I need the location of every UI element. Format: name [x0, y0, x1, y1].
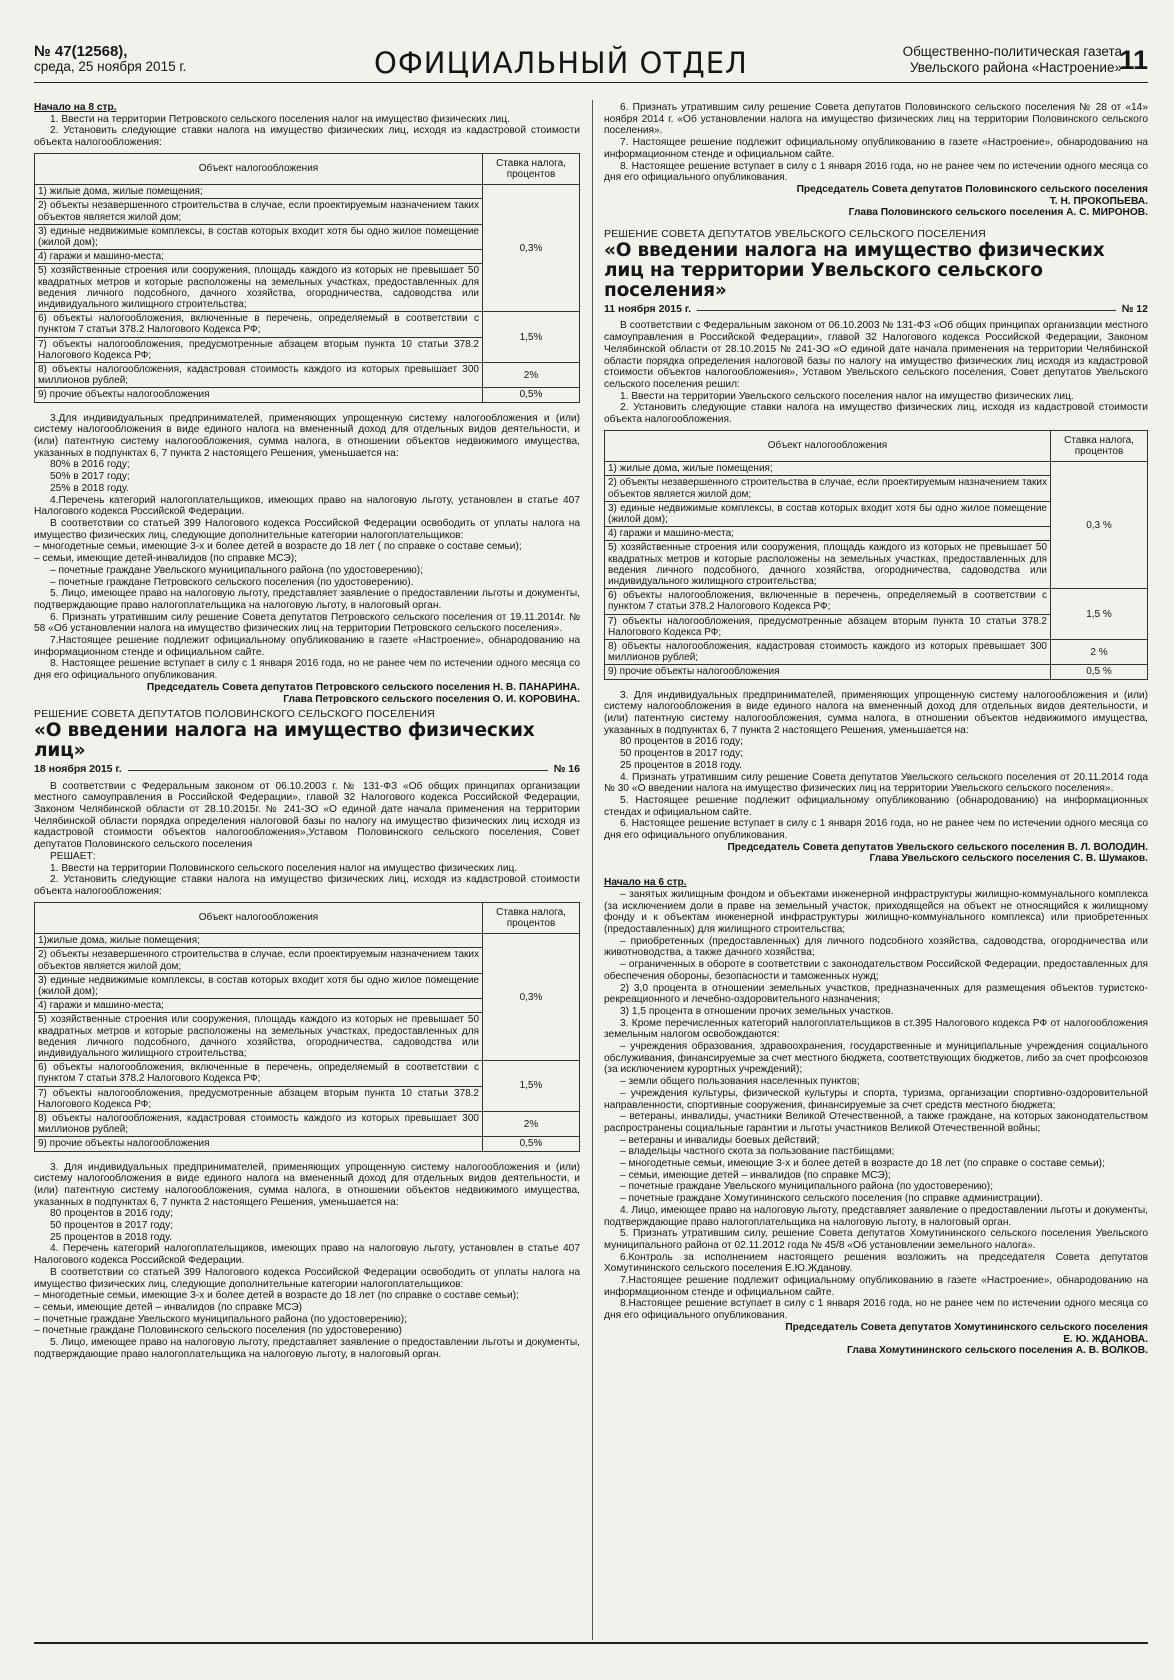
list-item: – почетные граждане Увельского муниципального района (по удостоверению); [620, 1181, 994, 1193]
table-cell: 7) объекты налогообложения, предусмотренные абзацем вторым пункта 10 статьи 378.2 Налогового Кодекса РФ; [605, 614, 1051, 639]
table-cell: 6) объекты налогообложения, включенные в перечень, определяемый в соответствии с пунктом 7 статьи 378.2 Налогового Кодекса РФ; [35, 312, 483, 337]
paper-name-line1: Общественно-политическая газета [902, 44, 1122, 59]
paragraph: 4. Лицо, имеющее право на налоговую льготу, представляет заявление о предоставлении льготы и документы, подтверждающие право налогоплательщика на налоговую льготу, в налоговый орган. [604, 1204, 1148, 1228]
paragraph: 3) 1,5 процента в отношении прочих земельных участков. [620, 1005, 894, 1017]
list-item: 80% в 2016 году; [50, 459, 130, 471]
paragraph: 6. Признать утратившим силу решение Совета депутатов Петровского сельского поселения от 19.11.2014г. № 58 «Об установлении налога на имущество физических лиц на территории Петровского сельского поселения». [34, 611, 580, 635]
table-cell: 5) хозяйственные строения или сооружения, площадь каждого из которых не превышает 50 квадратных метров и которые расположены на земельных участках, предоставленных для ведения личного подсобного, дачного хозяйства, огородничества, садоводства или индивидуального жилищного строительства; [605, 541, 1051, 589]
paragraph: В соответствии с Федеральным законом от 06.10.2003 № 131-ФЗ «Об общих принципах организации местного самоуправления в Российской Федерации», главой 32 Налогового кодекса Российской Федерации, Законом Челябинской области от 28.10.2015 № 241-ЗО «О единой дате начала применения на территории Челябинской области порядка определения налоговой базы по налогу на имущество физических лиц исходя из кадастровой стоимости объектов налогообложения», Уставом Увельского сельского поселения, Совет депутатов Увельского сельского поселения решил: [604, 320, 1148, 390]
table-cell: 6) объекты налогообложения, включенные в перечень, определяемый в соответствии с пунктом 7 статьи 378.2 Налогового Кодекса РФ; [605, 589, 1051, 614]
list-item: – ветераны, инвалиды, участники Великой Отечественной, а также граждане, на которых законодательством распространены социальные гарантии и льготы участников Великой Отечественной войны; [604, 1111, 1148, 1134]
list-item: – почетные граждане Увельского муниципального района (по удостоверению); [50, 564, 424, 576]
issue-info [34, 44, 186, 74]
table-cell: 2) объекты незавершенного строительства в случае, если проектируемым назначением таких объектов является жилой дом; [605, 476, 1051, 501]
table-cell: 7) объекты налогообложения, предусмотренные абзацем вторым пункта 10 статьи 378.2 Налогового Кодекса РФ; [35, 337, 483, 362]
table-cell: 9) прочие объекты налогообложения [35, 1137, 483, 1151]
tax-rate-table-petrovskoe [34, 153, 580, 403]
table-cell: 4) гаражи и машино-места; [35, 250, 483, 264]
list-item: 25 процентов в 2018 году. [620, 759, 742, 771]
dateline [604, 304, 1148, 316]
list-item: – многодетные семьи, имеющие 3-х и более детей в возрасте до 18 лет ( по справке о составе семьи); [34, 541, 522, 553]
paragraph: 5. Лицо, имеющее право на налоговую льготу, представляет заявление о предоставлении льготы и документы, подтверждающие право налогоплательщика на налоговую льготу, в налоговый орган. [34, 1337, 580, 1360]
paper-name [842, 44, 1122, 76]
table-header: Объект налогообложения [35, 153, 483, 184]
table-header: Ставка налога, процентов [483, 153, 580, 184]
paragraph: 1. Ввести на территории Увельского сельского поселения налог на имущество физических лиц. [620, 390, 1074, 402]
paragraph: 5. Признать утратившим силу, решение Совета депутатов Хомутининского сельского поселения Увельского муниципального района от 02.11.2012 года № 45/8 «Об установлении земельного налога». [604, 1228, 1148, 1251]
paragraph: 7.Настоящее решение подлежит официальному опубликованию в газете «Настроение», обнародованию на информационном стенде и официальном сайте. [34, 635, 580, 658]
rate-cell: 0,3% [483, 934, 580, 1061]
rate-cell: 0,3% [483, 185, 580, 312]
table-cell: 1)жилые дома, жилые помещения; [35, 934, 483, 948]
paragraph: 8.Настоящее решение вступает в силу с 1 января 2016 года, но не ранее чем по истечении одного месяца со дня его официального опубликования. [604, 1298, 1148, 1322]
table-cell: 3) единые недвижимые комплексы, в состав которых входит хотя бы одно жилое помещение (жилой дом); [605, 501, 1051, 526]
table-cell: 8) объекты налогообложения, кадастровая стоимость каждого из которых превышает 300 миллионов рублей; [35, 1111, 483, 1136]
table-cell: 5) хозяйственные строения или сооружения, площадь каждого из которых не превышает 50 квадратных метров и которые расположены на земельных участках, предоставленных для ведения личного подсобного, дачного хозяйства, огородничества, садоводства или индивидуального жилищного строительства; [35, 1013, 483, 1061]
list-item: – занятых жилищным фондом и объектами инженерной инфраструктуры жилищно-коммунального комплекса (за исключением доли в праве на земельный участок, приходящейся на объект не относящийся к жилищному фонду и к объектам инженерной инфраструктуры жилищно-коммунального комплекса) или приобретенных (предоставленных) для жилищного строительства; [604, 888, 1148, 935]
paragraph: В соответствии со статьей 399 Налогового кодекса Российской Федерации освободить от уплаты налога на имущество физических лиц, следующие дополнительные категории налогоплательщиков: [34, 1266, 580, 1290]
continuation-label: Начало на 6 стр. [604, 877, 687, 889]
list-item: – многодетные семьи, имеющие 3-х и более детей в возрасте до 18 лет (по справке о составе семьи); [34, 1290, 519, 1302]
paragraph: 1. Ввести на территории Петровского сельского поселения налог на имущество физических лиц. [50, 113, 510, 125]
section-title: ОФИЦИАЛЬНЫЙ ОТДЕЛ [374, 46, 748, 80]
signature: Председатель Совета депутатов Хомутининского сельского поселения [785, 1321, 1148, 1333]
decision-title: «О введении налога на имущество физических лиц на территории Увельского сельского поселения» [604, 239, 1105, 301]
signature: Глава Увельского сельского поселения С. В. Шумаков. [869, 853, 1148, 865]
paragraph: 7. Настоящее решение подлежит официальному опубликованию в газете «Настроение», обнародованию на информационном стенде и официальном сайте. [604, 137, 1148, 160]
table-cell: 3) единые недвижимые комплексы, в состав которых входит хотя бы одно жилое помещение (жилой дом); [35, 973, 483, 998]
list-item: – ветераны и инвалиды боевых действий; [620, 1134, 820, 1146]
decision-number: № 16 [553, 762, 580, 775]
rate-cell: 0,3 % [1051, 462, 1148, 589]
signature: Глава Петровского сельского поселения О. И. КОРОВИНА. [283, 693, 580, 705]
paragraph: 6.Контроль за исполнением настоящего решения возложить на председателя Совета депутатов Хомутининского сельского поселения Е.Ю.Жданову. [604, 1251, 1148, 1275]
list-item: – семьи, имеющие детей-инвалидов (по справке МСЭ); [34, 553, 297, 565]
tax-rate-table-polovinka [34, 902, 580, 1152]
signature: Т. Н. ПРОКОПЬЕВА. [1049, 195, 1148, 207]
table-header: Объект налогообложения [605, 430, 1051, 461]
paragraph: 2. Установить следующие ставки налога на имущество физических лиц, исходя из кадастровой стоимости объекта налогообложения. [604, 402, 1148, 426]
rate-cell: 0,5 % [1051, 665, 1148, 679]
table-header: Объект налогообложения [35, 902, 483, 933]
list-item: – приобретенных (предоставленных) для личного подсобного хозяйства, садоводства, огородничества или животноводства, а также дачного хозяйства; [604, 935, 1148, 959]
decision-date: 11 ноября 2015 г. [604, 302, 692, 315]
list-item: 80 процентов в 2016 году; [620, 736, 744, 748]
paragraph: 8. Настоящее решение вступает в силу с 1 января 2016 года, но не ранее чем по истечении одного месяца со дня его официального опубликования. [604, 160, 1148, 184]
paragraph: 3. Для индивидуальных предпринимателей, применяющих упрощенную систему налогообложения и (или) систему налогообложения в виде единого налога на вмененный доход для отдельных видов деятельности, и (или) патентную систему налогообложения, сумма налога, в отношении объектов недвижимого имущества, указанных в подпунктах 6, 7 пункта 2 настоящего Решения, уменьшается на: [604, 689, 1148, 736]
list-item: – владельцы частного скота за пользование пастбищами; [620, 1146, 895, 1158]
page-header [34, 30, 1148, 83]
paragraph: 4. Признать утратившим силу решение Совета депутатов Увельского сельского поселения от 20.11.2014 года № 30 «О введении налога на имущество физических лиц на территории Увельского сельского поселения». [604, 771, 1148, 795]
page-number: 11 [1119, 45, 1148, 75]
table-cell: 4) гаражи и машино-места; [35, 999, 483, 1013]
rate-cell: 0,5% [483, 388, 580, 402]
list-item: – многодетные семьи, имеющие 3-х и более детей в возрасте до 18 лет (по справке о составе семьи); [620, 1158, 1105, 1170]
table-cell: 1) жилые дома, жилые помещения; [35, 185, 483, 199]
list-item: – семьи, имеющие детей – инвалидов (по справке МСЭ) [34, 1301, 303, 1313]
list-item: – земли общего пользования населенных пунктов; [620, 1076, 860, 1088]
decision-number: № 12 [1121, 302, 1148, 315]
list-item: – почетные граждане Половинского сельского поселения (по удостоверению) [34, 1325, 402, 1337]
table-cell: 4) гаражи и машино-места; [605, 527, 1051, 541]
paragraph: 2. Установить следующие ставки налога на имущество физических лиц, исходя из кадастровой стоимости объекта налогообложения: [34, 125, 580, 149]
continuation-label: Начало на 8 стр. [34, 102, 117, 113]
right-column [604, 102, 1148, 1357]
paragraph: 6. Признать утратившим силу решение Совета депутатов Половинского сельского поселения № 28 от «14» ноября 2014 г. «Об установлении налога на имущество физических лиц на территории Половинского сельского поселения». [604, 102, 1148, 137]
rate-cell: 2% [483, 363, 580, 388]
signature: Е. Ю. ЖДАНОВА. [1063, 1333, 1148, 1345]
paragraph: 5. Лицо, имеющее право на налоговую льготу, представляет заявление о предоставлении льготы и документы, подтверждающие право налогоплательщика на налоговую льготу, в налоговый орган. [34, 588, 580, 611]
paragraph: 2. Установить следующие ставки налога на имущество физических лиц, исходя из кадастровой стоимости объекта налогообложения: [34, 874, 580, 897]
table-cell: 7) объекты налогообложения, предусмотренные абзацем вторым пункта 10 статьи 378.2 Налогового Кодекса РФ; [35, 1086, 483, 1111]
issue-date: среда, 25 ноября 2015 г. [34, 59, 187, 74]
issue-number: № 47(12568), [34, 43, 128, 60]
paragraph: 7.Настоящее решение подлежит официальному опубликованию в газете «Настроение», обнародованию на информационном стенде и официальном сайте. [604, 1275, 1148, 1298]
table-cell: 9) прочие объекты налогообложения [605, 665, 1051, 679]
paragraph: 3.Для индивидуальных предпринимателей, применяющих упрощенную систему налогообложения и (или) систему налогообложения в виде единого налога на вмененный доход для отдельных видов деятельности, и (или) патентную систему налогообложения, сумма налога, в отношении объектов недвижимого имущества, указанных в подпунктах 6, 7 пункта 2 настоящего Решения, уменьшается на: [34, 412, 580, 459]
decision-deck: РЕШЕНИЕ СОВЕТА ДЕПУТАТОВ УВЕЛЬСКОГО СЕЛЬСКОГО ПОСЕЛЕНИЯ [604, 228, 986, 241]
table-cell: 1) жилые дома, жилые помещения; [605, 462, 1051, 476]
rate-cell: 2% [483, 1111, 580, 1136]
rate-cell: 2 % [1051, 640, 1148, 665]
list-item: 25% в 2018 году. [50, 482, 129, 494]
decision-date: 18 ноября 2015 г. [34, 762, 122, 775]
table-cell: 9) прочие объекты налогообложения [35, 388, 483, 402]
signature: Глава Половинского сельского поселения А. С. МИРОНОВ. [848, 207, 1148, 219]
paragraph: В соответствии со статьей 399 Налогового кодекса Российской Федерации освободить от уплаты налога на имущество физических лиц, следующие дополнительные категории налогоплательщиков: [34, 518, 580, 541]
table-cell: 8) объекты налогообложения, кадастровая стоимость каждого из которых превышает 300 миллионов рублей; [605, 640, 1051, 665]
left-column [34, 102, 580, 1361]
rate-cell: 1,5% [483, 312, 580, 363]
paper-name-line2: Увельского района «Настроение» [909, 60, 1122, 75]
rate-cell: 1,5 % [1051, 589, 1148, 640]
list-item: 25 процентов в 2018 году. [50, 1231, 172, 1243]
list-item: – ограниченных в обороте в соответствии с законодательством Российской Федерации, предоставленных для обеспечения обороны, безопасности и таможенных нужд; [604, 959, 1148, 982]
paragraph: 1. Ввести на территории Половинского сельского поселения налог на имущество физических лиц. [50, 862, 518, 874]
paragraph: 3. Для индивидуальных предпринимателей, применяющих упрощенную систему налогообложения и (или) систему налогообложения в виде единого налога на вмененный доход для отдельных видов деятельности, и (или) патентную систему налогообложения, сумма налога, в отношении объектов недвижимого имущества, указанных в подпунктах 6, 7 пункта 2 настоящего Решения, уменьшается на: [34, 1161, 580, 1208]
paragraph: В соответствии с Федеральным законом от 06.10.2003 г. № 131-ФЗ «Об общих принципах организации местного самоуправления в Российской Федерации», главой 32 Налогового кодекса Российской Федерации, Законом Челябинской области от 28.10.2015г. № 241-ЗО «О единой дате начала применения на территории Челябинской области порядка определения налоговой базы по налогу на имущество физических лиц исходя из кадастровой стоимости объектов налогообложения»,Уставом Половинского сельского поселения, Совет депутатов Половинского сельского поселения [34, 780, 580, 851]
list-item: – учреждения культуры, физической культуры и спорта, туризма, организации спортивно-оздоровительной направленности, спортивные сооружения, финансируемые за счет средств местного бюджета; [604, 1087, 1148, 1111]
dateline [34, 764, 580, 776]
dateline-rule [697, 310, 1116, 311]
paragraph: 4.Перечень категорий налогоплательщиков, имеющих право на налоговую льготу, установлен в статье 407 Налогового кодекса Российской Федерации. [34, 494, 580, 518]
signature: Председатель Совета депутатов Петровского сельского поселения Н. В. ПАНАРИНА. [146, 681, 580, 693]
list-item: 50 процентов в 2017 году; [50, 1220, 174, 1232]
list-item: – семьи, имеющие детей – инвалидов (по справке МСЭ); [620, 1169, 891, 1181]
column-divider [592, 100, 593, 1640]
table-header: Ставка налога, процентов [483, 902, 580, 933]
resolves-label: РЕШАЕТ: [50, 850, 96, 862]
table-cell: 3) единые недвижимые комплексы, в состав которых входит хотя бы одно жилое помещение (жилой дом); [35, 224, 483, 249]
rate-cell: 0,5% [483, 1137, 580, 1151]
table-cell: 2) объекты незавершенного строительства в случае, если проектируемым назначением таких объектов является жилой дом; [35, 948, 483, 973]
table-cell: 2) объекты незавершенного строительства в случае, если проектируемым назначением таких объектов является жилой дом; [35, 199, 483, 224]
decision-deck: РЕШЕНИЕ СОВЕТА ДЕПУТАТОВ ПОЛОВИНСКОГО СЕЛЬСКОГО ПОСЕЛЕНИЯ [34, 708, 435, 721]
signature: Председатель Совета депутатов Увельского сельского поселения В. Л. ВОЛОДИН. [727, 841, 1148, 853]
list-item: 50 процентов в 2017 году; [620, 748, 744, 760]
table-cell: 8) объекты налогообложения, кадастровая стоимость каждого из которых превышает 300 миллионов рублей; [35, 363, 483, 388]
paragraph: 8. Настоящее решение вступает в силу с 1 января 2016 года, но не ранее чем по истечении одного месяца со дня его официального опубликования. [34, 658, 580, 682]
paragraph: 5. Настоящее решение подлежит официальному опубликованию (обнародованию) на информационных стендах и официальном сайте. [604, 794, 1148, 818]
dateline-rule [128, 770, 548, 771]
list-item: – учреждения образования, здравоохранения, государственные и муниципальные учреждения социального обслуживания, финансируемые за счет местного бюджета, соответствующих бюджетов, либо за счет профсоюзов (за исключением курортных учреждений); [604, 1041, 1148, 1076]
list-item: – почетные граждане Хомутининского сельского поселения (по справке администрации). [620, 1193, 1043, 1205]
signature: Глава Хомутининского сельского поселения А. В. ВОЛКОВ. [847, 1345, 1148, 1357]
list-item: – почетные граждане Петровского сельского поселения (по удостоверению). [50, 576, 414, 588]
bottom-rule [34, 1642, 1148, 1644]
rate-cell: 1,5% [483, 1061, 580, 1112]
paragraph: 4. Перечень категорий налогоплательщиков, имеющих право на налоговую льготу, установлен в статье 407 Налогового кодекса Российской Федерации. [34, 1243, 580, 1267]
spacer [604, 219, 1148, 225]
decision-title: «О введении налога на имущество физических лиц» [34, 719, 535, 761]
table-header: Ставка налога, процентов [1051, 430, 1148, 461]
paragraph: 3. Кроме перечисленных категорий налогоплательщиков в ст.395 Налогового кодекса РФ от налогообложения земельным налогом освобождаются: [604, 1017, 1148, 1041]
paragraph: 6. Настоящее решение вступает в силу с 1 января 2016 года, но не ранее чем по истечении одного месяца со дня его официального опубликования. [604, 818, 1148, 842]
tax-rate-table-uvelka [604, 430, 1148, 680]
list-item: 80 процентов в 2016 году; [50, 1208, 174, 1220]
signature: Председатель Совета депутатов Половинского сельского поселения [796, 183, 1148, 195]
table-cell: 5) хозяйственные строения или сооружения, площадь каждого из которых не превышает 50 квадратных метров и которые расположены на земельных участках, предоставленных для ведения личного подсобного, дачного хозяйства, огородничества, садоводства или индивидуального жилищного строительства; [35, 264, 483, 312]
paragraph: 2) 3,0 процента в отношении земельных участков, предназначенных для размещения объектов туристско-рекреационного и лечебно-оздоровительного назначения; [604, 982, 1148, 1006]
table-cell: 6) объекты налогообложения, включенные в перечень, определяемый в соответствии с пунктом 7 статьи 378.2 Налогового Кодекса РФ; [35, 1061, 483, 1086]
list-item: 50% в 2017 году; [50, 471, 130, 483]
list-item: – почетные граждане Увельского муниципального района (по удостоверению); [34, 1313, 408, 1325]
